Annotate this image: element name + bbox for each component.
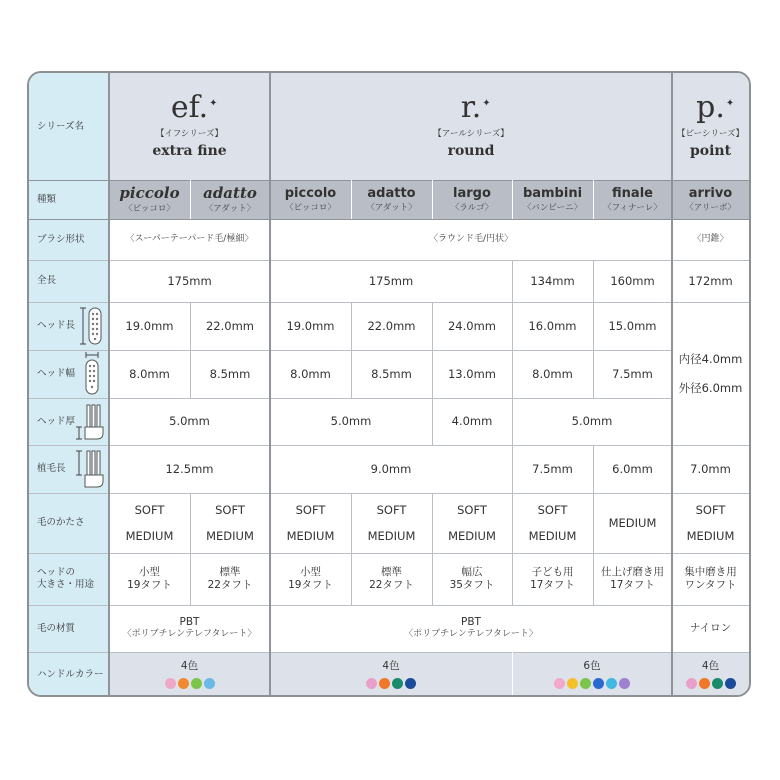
- divider: [512, 398, 513, 445]
- bristle-length-arrivo: 7.0mm: [690, 461, 731, 476]
- head-size-cell: [109, 553, 190, 605]
- head-width-cell: 8.5mm: [371, 366, 412, 381]
- divider: [29, 398, 672, 399]
- product-kana: 〈ラルゴ〉: [450, 202, 494, 213]
- tuft-text: 19タフト: [288, 579, 333, 591]
- color-swatch: [725, 678, 736, 689]
- series-p-en: point: [689, 142, 732, 159]
- size-text: 標準: [219, 565, 241, 578]
- color-swatch: [606, 678, 617, 689]
- series-ef: [109, 73, 270, 180]
- divider: [432, 493, 433, 605]
- head-size-cell: [432, 553, 512, 605]
- label-text: ヘッド幅: [37, 368, 76, 380]
- label-text: 毛の材質: [37, 622, 76, 634]
- color-swatch: [392, 678, 403, 689]
- product-ef-piccolo: [109, 180, 190, 219]
- head-thickness-ef: 5.0mm: [169, 414, 210, 429]
- soft: SOFT: [376, 502, 407, 517]
- product-kana: 〈バンビーニ〉: [522, 202, 583, 213]
- product-name: piccolo: [119, 184, 180, 203]
- product-name: piccolo: [284, 185, 337, 201]
- product-name: adatto: [367, 185, 416, 201]
- head-thickness-largo: 4.0mm: [451, 414, 493, 429]
- head-thickness-r-kids: 5.0mm: [571, 414, 613, 429]
- label-text: 毛のかたさ: [37, 517, 85, 529]
- series-ef-en: extra fine: [152, 142, 227, 159]
- handle-color-r2: [512, 652, 672, 697]
- head-width-cell: 8.0mm: [129, 366, 170, 381]
- color-swatches: [554, 678, 630, 689]
- head-length-icon: [79, 305, 103, 347]
- head-width-icon: [83, 352, 101, 396]
- label-text: 植毛長: [37, 463, 66, 475]
- label-text: ブラシ形状: [37, 233, 85, 245]
- color-swatches: [366, 678, 416, 689]
- series-ef-logo: ef. ✦: [170, 89, 218, 125]
- material-name: PBT: [461, 616, 481, 629]
- product-name: arrivo: [688, 185, 733, 201]
- hardness-cell: [432, 493, 512, 553]
- tuft-text: 17タフト: [530, 579, 575, 591]
- color-swatch: [379, 678, 390, 689]
- head-length-cell: 19.0mm: [286, 318, 335, 333]
- size-text: 幅広: [461, 565, 483, 578]
- head-width-cell: 7.5mm: [612, 366, 653, 381]
- outer-diameter: 外径6.0mm: [678, 380, 743, 395]
- head-thickness-r-small: 5.0mm: [330, 414, 372, 429]
- product-kana: 〈アダット〉: [204, 204, 256, 215]
- material-desc: 〈ポリブチレンテレフタレート〉: [122, 629, 257, 640]
- label-hardness: [29, 493, 109, 553]
- medium: MEDIUM: [528, 529, 577, 543]
- hardness-cell: [270, 493, 351, 553]
- label-head-size: [29, 553, 109, 605]
- head-width-cell: 8.5mm: [209, 366, 251, 381]
- color-count: 4色: [701, 660, 720, 673]
- divider: [190, 493, 191, 605]
- product-r-bambini: [512, 180, 593, 219]
- product-ef-adatto: [190, 180, 270, 219]
- length-bambini: 134mm: [530, 273, 575, 288]
- divider: [29, 605, 749, 606]
- color-swatch: [580, 678, 591, 689]
- series-ef-jp: 【イフシリーズ】: [156, 128, 223, 139]
- color-swatch: [712, 678, 723, 689]
- sparkle-icon: ✦: [725, 97, 735, 109]
- series-p: [672, 73, 749, 180]
- product-kana: 〈アダット〉: [366, 202, 417, 213]
- product-name: finale: [612, 185, 653, 201]
- size-text: 小型: [300, 565, 321, 578]
- tuft-text: 19タフト: [127, 579, 172, 591]
- divider: [29, 260, 749, 261]
- hardness-cell: [512, 493, 593, 553]
- series-r-logo: r. ✦: [460, 89, 491, 125]
- soft: SOFT: [134, 502, 165, 517]
- inner-diameter: 内径4.0mm: [678, 352, 743, 367]
- label-text: ヘッド長: [37, 320, 76, 332]
- hardness-cell: [109, 493, 190, 553]
- divider: [29, 180, 749, 181]
- handle-color-ef: [109, 652, 270, 697]
- length-finale: 160mm: [610, 273, 655, 288]
- divider: [29, 219, 749, 220]
- length-arrivo: 172mm: [688, 273, 733, 288]
- hardness-cell: [190, 493, 270, 553]
- color-swatch: [686, 678, 697, 689]
- size-text: 標準: [381, 565, 402, 578]
- head-length-cell: 22.0mm: [205, 318, 254, 333]
- label-handle-color: [29, 652, 109, 697]
- arrivo-diameter: [672, 302, 749, 445]
- head-length-cell: 16.0mm: [528, 318, 577, 333]
- color-swatches: [686, 678, 736, 689]
- bristle-length-finale: 6.0mm: [612, 461, 653, 476]
- tuft-text: 35タフト: [449, 579, 495, 591]
- size-text: 子ども用: [531, 565, 574, 578]
- head-length-cell: 19.0mm: [125, 318, 174, 333]
- tuft-text: 17タフト: [610, 579, 655, 591]
- color-swatch: [619, 678, 630, 689]
- divider: [593, 180, 594, 219]
- divider: [29, 493, 749, 494]
- divider: [593, 260, 594, 398]
- handle-color-r1: [270, 652, 512, 697]
- divider: [351, 180, 352, 219]
- bristle-length-bambini: 7.5mm: [532, 461, 573, 476]
- divider: [269, 73, 271, 697]
- divider: [29, 445, 749, 446]
- label-brush-shape: [29, 219, 109, 260]
- medium: MEDIUM: [608, 515, 657, 530]
- series-p-logo: p. ✦: [696, 89, 735, 125]
- divider: [351, 493, 352, 605]
- bristle-length-icon: [75, 449, 105, 489]
- medium: MEDIUM: [367, 529, 416, 543]
- medium: MEDIUM: [286, 529, 335, 543]
- head-size-cell: [672, 553, 749, 605]
- product-kana: 〈フィナーレ〉: [603, 202, 662, 213]
- soft: SOFT: [215, 502, 245, 517]
- color-swatch: [593, 678, 604, 689]
- head-width-cell: 8.0mm: [290, 366, 331, 381]
- bristle-length-r-main: 9.0mm: [370, 461, 412, 476]
- head-size-cell: [270, 553, 351, 605]
- product-name: largo: [453, 185, 491, 201]
- tuft-text: 22タフト: [369, 579, 414, 591]
- color-count: 4色: [180, 660, 199, 673]
- label-kind: [29, 180, 109, 219]
- product-name: bambini: [522, 185, 583, 201]
- divider: [190, 302, 191, 398]
- material-r: [270, 605, 672, 652]
- handle-color-p: [672, 652, 749, 697]
- color-swatch: [204, 678, 215, 689]
- size-text: 集中磨き用: [684, 565, 737, 578]
- head-size-cell: [190, 553, 270, 605]
- divider: [512, 180, 513, 219]
- color-swatch: [178, 678, 189, 689]
- divider: [593, 445, 594, 605]
- divider: [512, 260, 513, 398]
- head-length-cell: 24.0mm: [447, 318, 496, 333]
- divider: [351, 302, 352, 398]
- product-kana: 〈ピッコロ〉: [124, 204, 175, 215]
- color-count: 6色: [583, 660, 601, 673]
- divider: [108, 73, 110, 697]
- color-swatch: [567, 678, 578, 689]
- bristle-length-ef: 12.5mm: [165, 461, 214, 476]
- material-ef: [109, 605, 270, 652]
- sparkle-icon: ✦: [209, 97, 218, 109]
- product-r-finale: [593, 180, 672, 219]
- divider: [432, 180, 433, 219]
- medium: MEDIUM: [206, 529, 254, 543]
- color-swatch: [699, 678, 710, 689]
- material-name: PBT: [179, 616, 200, 629]
- head-length-cell: 22.0mm: [367, 318, 416, 333]
- divider: [29, 652, 749, 653]
- material-p: ナイロン: [689, 621, 732, 634]
- label-series: [29, 73, 109, 180]
- medium: MEDIUM: [686, 529, 735, 543]
- length-ef: 175mm: [167, 273, 212, 288]
- head-size-cell: [351, 553, 432, 605]
- head-width-cell: 13.0mm: [447, 366, 496, 381]
- soft: SOFT: [457, 502, 487, 517]
- color-swatch: [165, 678, 176, 689]
- brush-shape-ef: 〈スーパーテーパード毛/極細〉: [125, 233, 254, 244]
- spec-table: [27, 71, 751, 697]
- soft: SOFT: [295, 502, 326, 517]
- divider: [512, 445, 513, 605]
- medium: MEDIUM: [448, 529, 496, 543]
- product-p-arrivo: [672, 180, 749, 219]
- head-length-cell: 15.0mm: [608, 318, 657, 333]
- product-r-piccolo: [270, 180, 351, 219]
- label-text: ヘッド厚: [37, 415, 76, 427]
- product-kana: 〈アリーボ〉: [685, 202, 736, 213]
- label-text: ヘッドの: [37, 567, 76, 579]
- head-size-cell: [512, 553, 593, 605]
- color-swatch: [405, 678, 416, 689]
- soft: SOFT: [537, 502, 568, 517]
- divider: [671, 73, 673, 697]
- label-length: [29, 260, 109, 302]
- color-swatch: [554, 678, 565, 689]
- brush-shape-p: 〈円錐〉: [692, 233, 729, 244]
- color-swatch: [191, 678, 202, 689]
- label-text: シリーズ名: [37, 120, 85, 132]
- medium: MEDIUM: [125, 529, 174, 543]
- divider: [29, 553, 749, 554]
- soft: SOFT: [695, 502, 726, 517]
- brush-shape-r: 〈ラウンド毛/円状〉: [428, 233, 514, 244]
- length-r-main: 175mm: [368, 273, 414, 288]
- divider: [432, 302, 433, 445]
- label-material: [29, 605, 109, 652]
- series-r-jp: 【アールシリーズ】: [433, 128, 509, 139]
- divider: [29, 302, 749, 303]
- head-size-cell: [593, 553, 672, 605]
- series-p-jp: 【ピーシリーズ】: [676, 128, 745, 139]
- series-r-en: round: [447, 142, 495, 159]
- color-swatches: [165, 678, 215, 689]
- product-name: adatto: [203, 184, 257, 203]
- sparkle-icon: ✦: [482, 97, 491, 109]
- divider: [512, 652, 513, 697]
- material-desc: 〈ポリブチレンテレフタレート〉: [404, 629, 538, 640]
- tuft-text: 22タフト: [207, 579, 253, 591]
- head-width-cell: 8.0mm: [532, 366, 573, 381]
- product-r-largo: [432, 180, 512, 219]
- tuft-text: ワンタフト: [684, 579, 737, 591]
- hardness-cell: [593, 493, 672, 553]
- color-count: 4色: [382, 660, 400, 673]
- hardness-cell: [351, 493, 432, 553]
- size-text: 小型: [139, 565, 160, 578]
- label-text: 種類: [37, 193, 57, 205]
- hardness-cell: [672, 493, 749, 553]
- divider: [190, 180, 191, 219]
- label-text: 大きさ・用途: [37, 579, 95, 590]
- label-text: 全長: [37, 275, 57, 287]
- head-thickness-icon: [75, 403, 105, 441]
- product-r-adatto: [351, 180, 432, 219]
- product-kana: 〈ピッコロ〉: [285, 202, 336, 213]
- color-swatch: [366, 678, 377, 689]
- size-text: 仕上げ磨き用: [601, 565, 664, 578]
- label-text: ハンドルカラー: [37, 668, 104, 680]
- series-r: [270, 73, 672, 180]
